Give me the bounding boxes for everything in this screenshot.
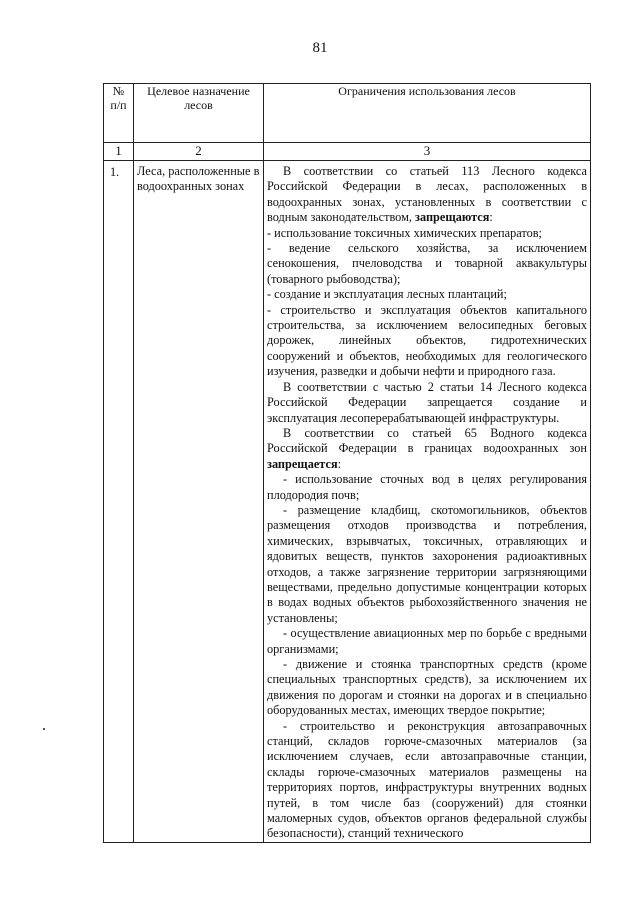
table-row (104, 161, 591, 843)
list-item: - движение и стоянка транспортных средств (кроме специальных транспортных средств), за исключением их движения по дорогам и стоянки на дорогах и в специально оборудованных местах, имеющих твердое покрытие; (267, 657, 587, 718)
column-number-row (104, 143, 591, 161)
header-purpose: Целевое назначение лесов (134, 84, 264, 143)
row-number: 1. (104, 161, 134, 843)
table-header-row (104, 84, 591, 143)
list-item: - создание и эксплуатация лесных плантаций; (267, 287, 507, 302)
restrictions-table (103, 83, 591, 843)
list-item: - использование сточных вод в целях регулирования плодородия почв; (267, 472, 587, 502)
scan-speck (43, 728, 45, 730)
column-number-1: 1 (104, 143, 134, 161)
list-item: - использование токсичных химических препаратов; (267, 225, 542, 240)
paragraph-article-113: В соответствии со статьей 113 Лесного кодекса Российской Федерации в лесах, расположенных в водоохранных зонах, установленных в соответствии с водным законодательством, запрещаются: (267, 164, 587, 225)
list-item: - осуществление авиационных мер по борьбе с вредными организмами; (267, 626, 587, 656)
header-number: № п/п (104, 84, 134, 143)
page-number: 81 (312, 40, 328, 56)
row-purpose: Леса, расположенные в водоохранных зонах (134, 161, 264, 843)
column-number-3: 3 (264, 143, 591, 161)
header-restrictions: Ограничения использования лесов (264, 84, 591, 143)
row-restrictions (264, 161, 591, 843)
list-item: - строительство и эксплуатация объектов капитального строительства, за исключением велосипедных беговых дорожек, линейных объектов, гидротехнических сооружений и объектов, необходимых для геологического изучения, разведки и добычи нефти и природного газа. (267, 302, 587, 379)
list-item: - ведение сельского хозяйства, за исключением сенокошения, пчеловодства и товарной аквакультуры (товарного рыбоводства); (267, 241, 587, 286)
paragraph-article-65: В соответствии со статьей 65 Водного кодекса Российской Федерации в границах водоохранных зон запрещается: (267, 425, 587, 471)
paragraph-article-14: В соответствии с частью 2 статьи 14 Лесного кодекса Российской Федерации запрещается создание и эксплуатация лесоперерабатывающей инфраструктуры. (267, 379, 587, 425)
list-item: - строительство и реконструкция автозаправочных станций, складов горюче-смазочных материалов (за исключением случаев, если автозаправочные станции, склады горюче-смазочных материалов размещены на территориях портов, инфраструктуры внутренних водных путей, в том числе баз (сооружений) для стоянки маломерных судов, объектов органов федеральной службы безопасности), станций технического (267, 718, 587, 841)
column-number-2: 2 (134, 143, 264, 161)
list-item: - размещение кладбищ, скотомогильников, объектов размещения отходов производства и потребления, химических, взрывчатых, токсичных, отравляющих и ядовитых веществ, пунктов захоронения радиоактивных отходов, а также загрязнение территории загрязняющими веществами, предельно допустимые концентрации которых в водах водных объектов рыбохозяйственного значения не установлены; (267, 502, 587, 625)
